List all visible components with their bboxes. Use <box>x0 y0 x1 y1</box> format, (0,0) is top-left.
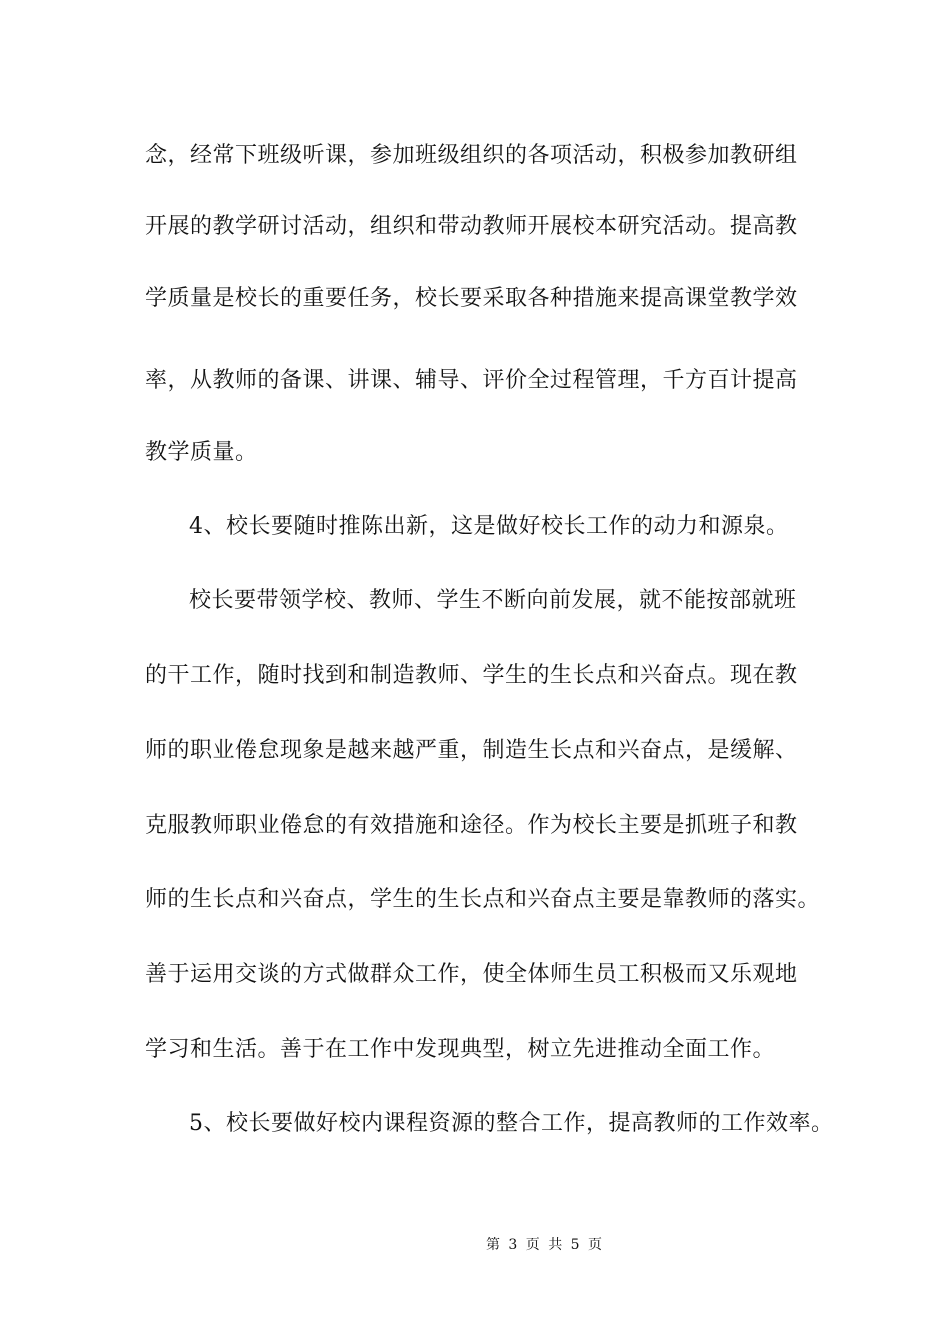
section-heading-5: 5、校长要做好校内课程资源的整合工作，提高教师的工作效率。 <box>189 1111 834 1136</box>
section-heading-4: 4、校长要随时推陈出新，这是做好校长工作的动力和源泉。 <box>189 514 789 539</box>
paragraph-line: 念，经常下班级听课，参加班级组织的各项活动，积极参加教研组 <box>145 143 798 168</box>
paragraph-line: 师的职业倦怠现象是越来越严重，制造生长点和兴奋点，是缓解、 <box>145 738 798 763</box>
paragraph-line: 校长要带领学校、教师、学生不断向前发展，就不能按部就班 <box>189 588 797 613</box>
paragraph-line: 的干工作，随时找到和制造教师、学生的生长点和兴奋点。现在教 <box>145 663 798 688</box>
paragraph-line: 开展的教学研讨活动，组织和带动教师开展校本研究活动。提高教 <box>145 214 798 239</box>
paragraph-line: 善于运用交谈的方式做群众工作，使全体师生员工积极而又乐观地 <box>145 962 798 987</box>
page-footer: 第 3 页 共 5 页 <box>485 1237 605 1253</box>
paragraph-line: 学质量是校长的重要任务，校长要采取各种措施来提高课堂教学效 <box>145 286 798 311</box>
paragraph-line: 师的生长点和兴奋点，学生的生长点和兴奋点主要是靠教师的落实。 <box>145 887 821 912</box>
paragraph-line: 克服教师职业倦怠的有效措施和途径。作为校长主要是抓班子和教 <box>145 813 798 838</box>
paragraph-line: 率，从教师的备课、讲课、辅导、评价全过程管理，千方百计提高 <box>145 368 798 393</box>
paragraph-line: 教学质量。 <box>145 440 258 465</box>
paragraph-line: 学习和生活。善于在工作中发现典型，树立先进推动全面工作。 <box>145 1037 776 1062</box>
